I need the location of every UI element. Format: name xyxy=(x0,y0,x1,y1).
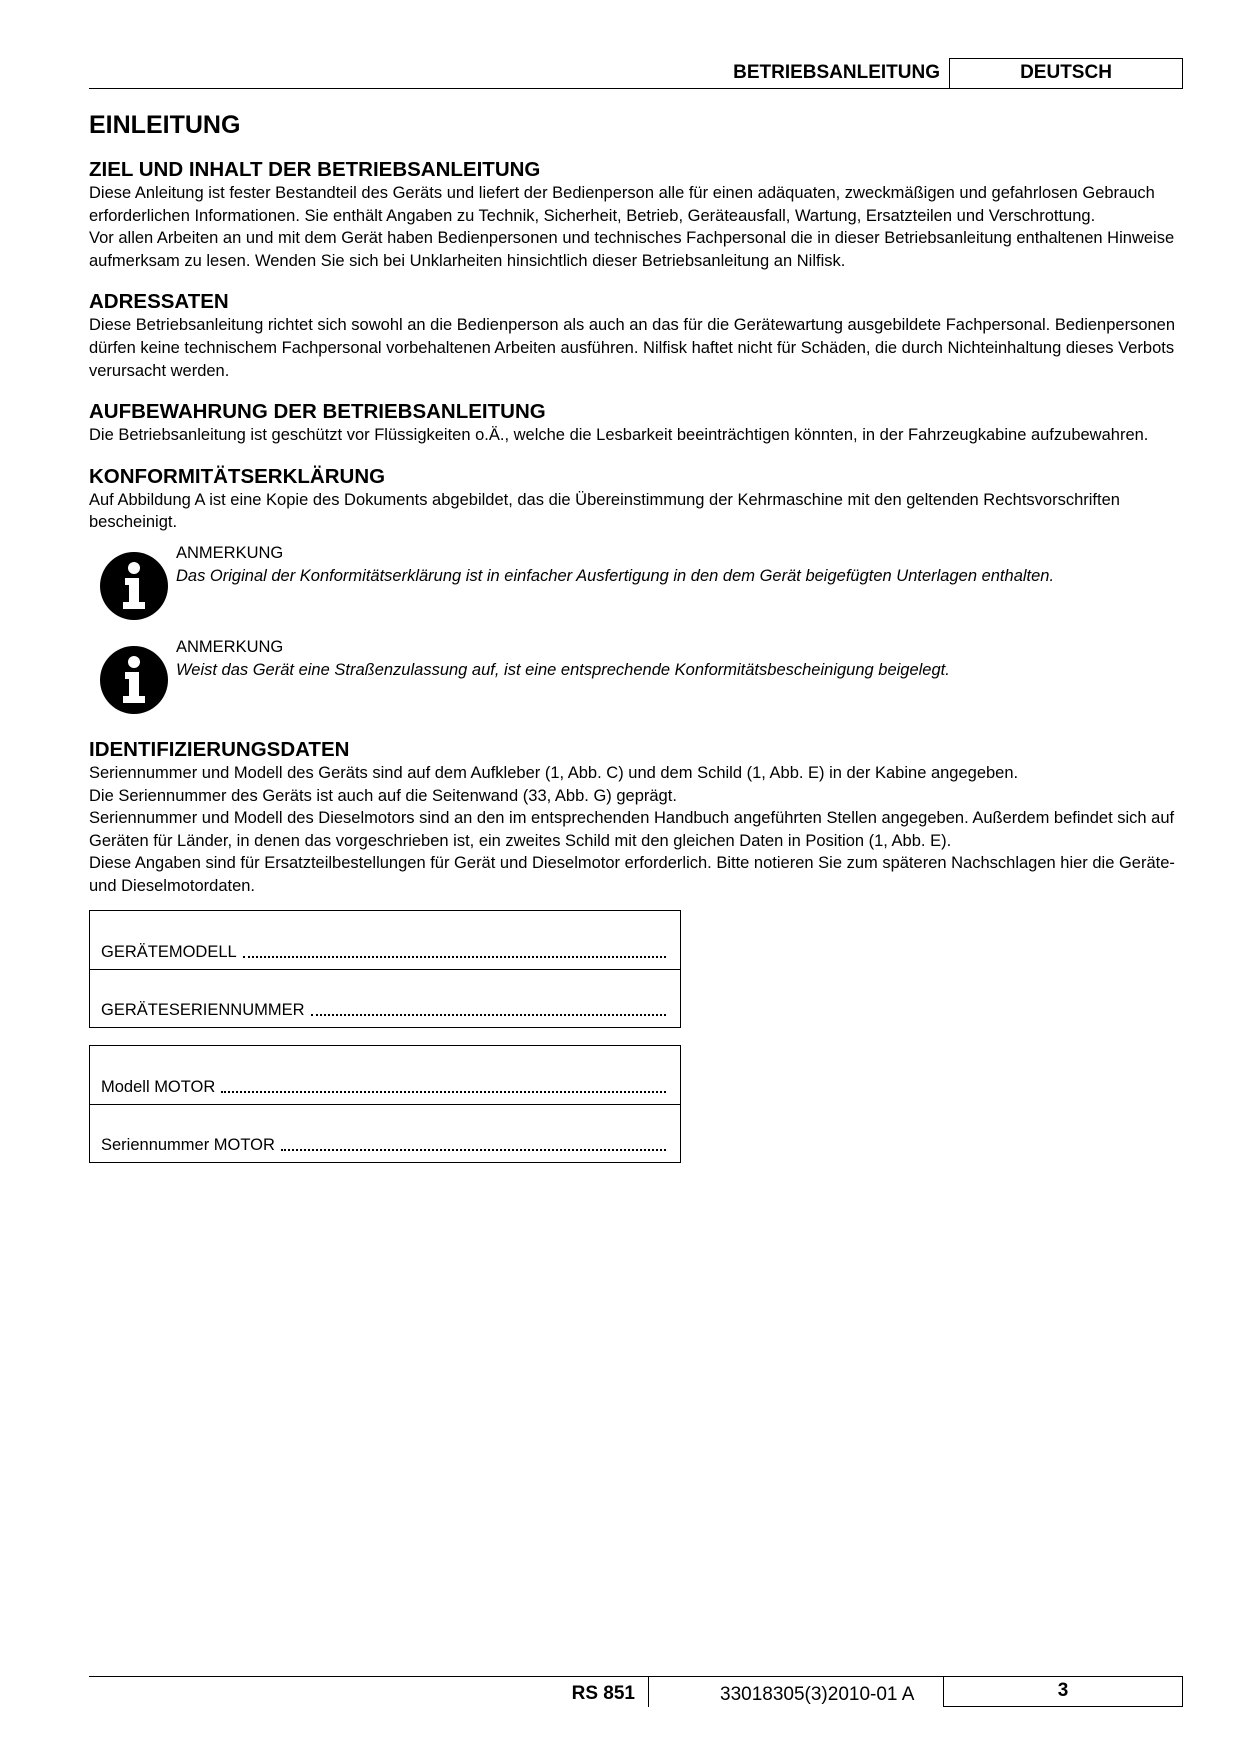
engine-id-table xyxy=(89,1045,681,1163)
section-heading: KONFORMITÄTSERKLÄRUNG xyxy=(89,464,386,488)
note-title: ANMERKUNG xyxy=(176,543,284,562)
device-model-label: GERÄTEMODELL xyxy=(101,942,237,961)
device-id-table xyxy=(89,910,681,1028)
info-icon xyxy=(100,646,168,714)
page-content xyxy=(89,110,1183,1163)
footer-separator xyxy=(648,1677,649,1707)
device-serial-entry-line[interactable] xyxy=(311,1010,666,1016)
section-heading: ADRESSATEN xyxy=(89,290,229,314)
paragraph: Die Seriennummer des Geräts ist auch auf die Seitenwand (33, Abb. G) geprägt. xyxy=(89,786,677,805)
footer-model: RS 851 xyxy=(571,1683,635,1704)
device-model-row xyxy=(90,911,680,969)
section-heading: IDENTIFIZIERUNGSDATEN xyxy=(89,737,350,761)
page-number: 3 xyxy=(943,1677,1183,1707)
engine-model-label: Modell MOTOR xyxy=(101,1077,216,1096)
header-divider xyxy=(89,88,1183,89)
device-serial-row xyxy=(90,969,680,1027)
note-title: ANMERKUNG xyxy=(176,637,284,656)
header-language: DEUTSCH xyxy=(949,58,1183,88)
engine-serial-entry-line[interactable] xyxy=(281,1145,666,1151)
paragraph: Seriennummer und Modell des Dieselmotors sind an den im entsprechenden Handbuch angeführten Stellen angegeben. Außerdem befindet sich auf Geräten für Länder, in denen das vorgeschrieben ist, ein zweites Schild mit den gleichen Daten in Position (1, Abb. E). xyxy=(89,809,1175,850)
paragraph: Die Betriebsanleitung ist geschützt vor Flüssigkeiten o.Ä., welche die Lesbarkeit beeinträchtigen könnten, in der Fahrzeugkabine aufzubewahren. xyxy=(89,426,1149,445)
section-konformitaet xyxy=(89,465,1183,534)
page-title: EINLEITUNG xyxy=(89,111,241,139)
note-box xyxy=(89,636,1183,712)
header-manual-title: BETRIEBSANLEITUNG xyxy=(733,62,940,83)
engine-model-row xyxy=(90,1046,680,1104)
section-identifizierung xyxy=(89,738,1183,898)
note-body: Weist das Gerät eine Straßenzulassung auf, ist eine entsprechende Konformitätsbescheinigung beigelegt. xyxy=(176,660,950,679)
paragraph: Diese Betriebsanleitung richtet sich sowohl an die Bedienperson als auch an das für die Gerätewartung ausgebildete Fachpersonal. Bedienpersonen dürfen keine technischem Fachpersonal vorbehaltenen Arbeiten ausführen. Nilfisk haftet nicht für Schäden, die durch Nichteinhaltung dieses Verbots verursacht werden. xyxy=(89,316,1176,380)
device-model-entry-line[interactable] xyxy=(243,952,666,958)
info-icon xyxy=(100,552,168,620)
paragraph: Diese Angaben sind für Ersatzteilbestellungen für Gerät und Dieselmotor erforderlich. Bitte notieren Sie zum späteren Nachschlagen hier die Geräte- und Dieselmotordaten. xyxy=(89,854,1175,895)
section-heading: AUFBEWAHRUNG DER BETRIEBSANLEITUNG xyxy=(89,400,546,424)
paragraph: Auf Abbildung A ist eine Kopie des Dokuments abgebildet, das die Übereinstimmung der Kehrmaschine mit den geltenden Rechtsvorschriften bescheinigt. xyxy=(89,490,1120,532)
section-heading: ZIEL UND INHALT DER BETRIEBSANLEITUNG xyxy=(89,158,541,181)
section-aufbewahrung xyxy=(89,400,1183,447)
footer-doc-code: 33018305(3)2010-01 A xyxy=(720,1684,915,1705)
paragraph: Seriennummer und Modell des Geräts sind auf dem Aufkleber (1, Abb. C) und dem Schild (1, Abb. E) in der Kabine angegeben. xyxy=(89,763,1019,782)
paragraph: Diese Anleitung ist fester Bestandteil des Geräts und liefert der Bedienperson alle für einen adäquaten, zweckmäßigen und gefahrlosen Gebrauch erforderlichen Informationen. Sie enthält Angaben zu Technik, Sicherheit, Betrieb, Geräteausfall, Wartung, Ersatzteilen und Verschrottung. xyxy=(89,184,1155,225)
engine-serial-label: Seriennummer MOTOR xyxy=(101,1135,275,1154)
note-body: Das Original der Konformitätserklärung ist in einfacher Ausfertigung in den dem Gerät beigefügten Unterlagen enthalten. xyxy=(176,566,1055,585)
note-text xyxy=(176,636,950,681)
engine-model-entry-line[interactable] xyxy=(221,1087,666,1093)
note-box xyxy=(89,542,1183,618)
device-serial-label: GERÄTESERIENNUMMER xyxy=(101,1000,305,1019)
note-text xyxy=(176,542,1054,587)
section-adressaten xyxy=(89,290,1183,382)
paragraph: Vor allen Arbeiten an und mit dem Gerät haben Bedienpersonen und technisches Fachpersonal die in dieser Betriebsanleitung enthaltenen Hinweise aufmerksam zu lesen. Wenden Sie sich bei Unklarheiten hinsichtlich dieser Betriebsanleitung an Nilfisk. xyxy=(89,229,1175,270)
engine-serial-row xyxy=(90,1104,680,1162)
section-ziel xyxy=(89,158,1183,272)
